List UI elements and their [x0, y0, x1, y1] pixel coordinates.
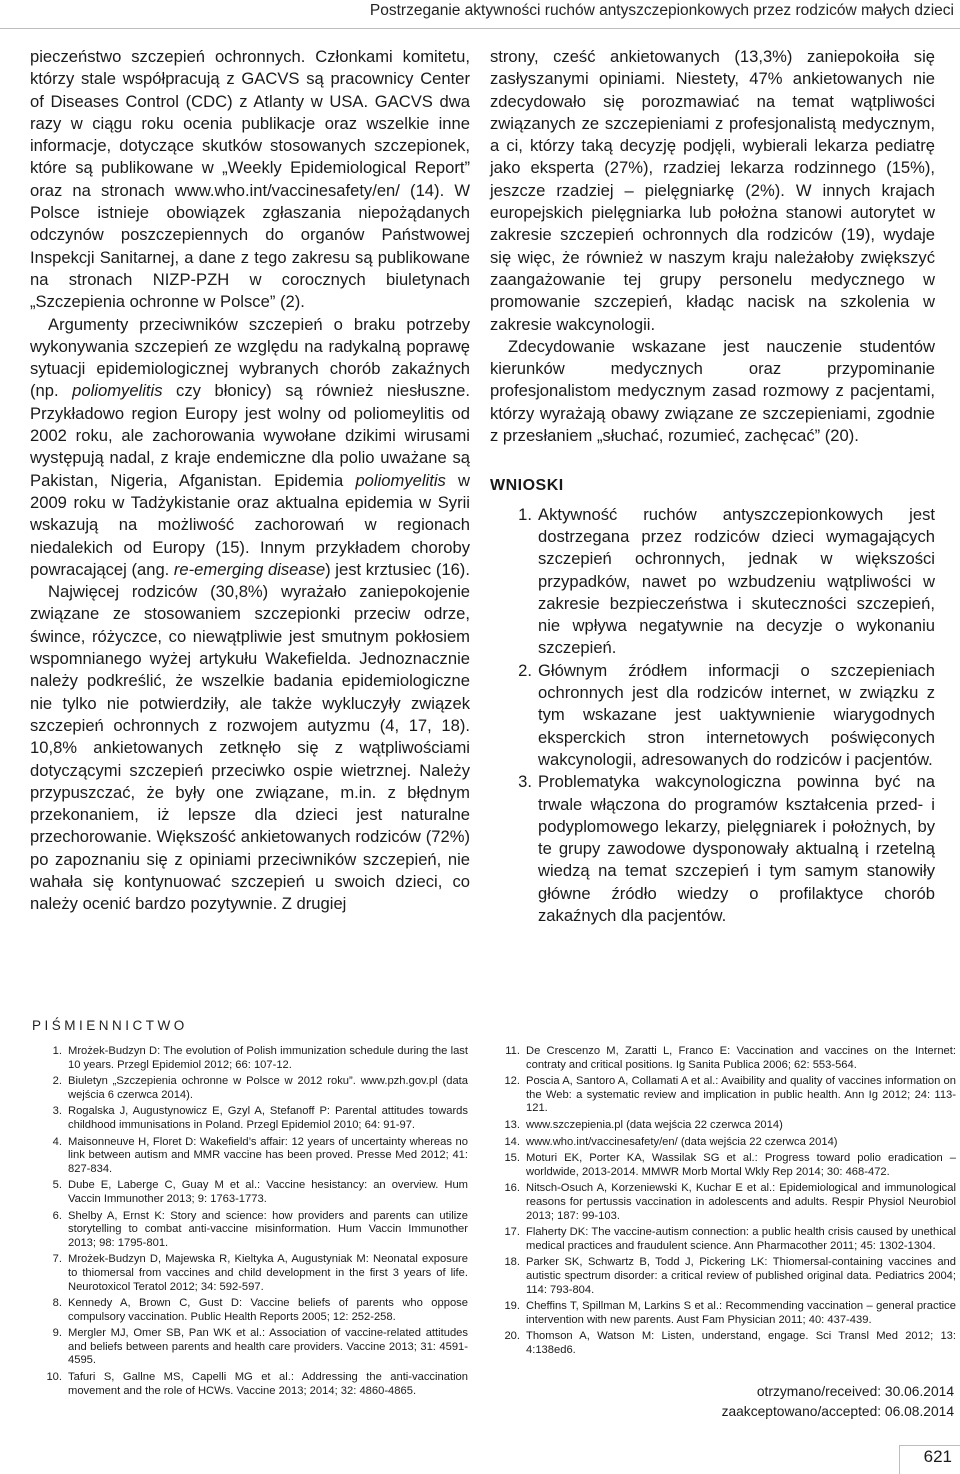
reference-item: 5. Dube E, Laberge C, Guay M et al.: Vaccine hesistancy: an overview. Hum Vaccin Immunother 2013; 9: 1763-1773. [52, 1179, 468, 1205]
reference-item: 3. Rogalska J, Augustynowicz E, Gzyl A, Stefanoff P: Parental attitudes towards childhood immunisations in Poland. Przegl Epidemiol 2010; 64: 91-97. [52, 1105, 468, 1131]
running-title: Postrzeganie aktywności ruchów antyszczepionkowych przez rodziców małych dzieci [369, 2, 954, 19]
accepted-date: zaakceptowano/accepted: 06.08.2014 [721, 1404, 954, 1419]
reference-item: 11. De Crescenzo M, Zaratti L, Franco E: Vaccination and vaccines on the Internet: contraty and critical positions. Ig Sanita Publica 2006; 62: 553-564. [505, 1045, 956, 1071]
reference-item: 16. Nitsch-Osuch A, Korzeniewski K, Kuchar E et al.: Epidemiological and immunological reasons for pertussis vaccination in adolescents and adults. Respir Physiol Neurobiol 2013; 187: 99-103. [504, 1182, 956, 1222]
reference-item: 15. Moturi EK, Porter KA, Wassilak SG et al.: Progress toward polio eradication – worldwide, 2013-2014. MMWR Morb Mortal Wkly Rep 2014; 30: 468-472. [504, 1152, 956, 1178]
reference-item: 18. Parker SK, Schwartz B, Todd J, Pickering LK: Thiomersal-containing vaccines and autistic spectrum disorder: a critical review of published original data. Pediatrics 2004; 114: 793-804. [504, 1256, 956, 1296]
right-column [490, 46, 935, 927]
reference-item: 19. Cheffins T, Spillman M, Larkins S et al.: Recommending vaccination – general practice intervention with new parents. Aust Fam Physician 2011; 40: 437-439. [504, 1300, 956, 1326]
references-left [32, 1045, 468, 1401]
reference-item: 20. Thomson A, Watson M: Listen, understand, engage. Sci Transl Med 2012; 13: 4:138ed6. [504, 1330, 956, 1356]
reference-item: 1. Mrożek-Budzyn D: The evolution of Polish immunization schedule during the last 10 years. Przegl Epidemiol 2012; 66: 107-12. [52, 1045, 468, 1071]
page-number: 621 [923, 1447, 952, 1466]
reference-item: 8. Kennedy A, Brown C, Gust D: Vaccine beliefs of parents who oppose compulsory vaccination. Public Health Reports 2005; 12: 252-258. [52, 1297, 468, 1323]
reference-item: 4. Maisonneuve H, Floret D: Wakefield’s affair: 12 years of uncertainty whereas no link between autism and MMR vaccine has been proved. Presse Med 2012; 41: 827-834. [52, 1135, 468, 1175]
reference-item: 17. Flaherty DK: The vaccine-autism connection: a public health crisis caused by unethical medical practices and fraudulent science. Ann Pharmacother 2011; 45: 1302-1304. [504, 1226, 956, 1252]
body-paragraph: strony, cześć ankietowanych (13,3%) zaniepokoiła się zasłyszanymi opiniami. Niestety, 47% ankietowanych nie zdecydowało się porozmawiać na temat wątpliwości związanych ze szczepieniami z profesjonalistą medycznym, a ci, którzy taką decyzję podjęli, wybierali lekarza pediatrę jako eksperta (27%), rzadziej lekarza rodzinnego (15%), jeszcze rzadziej – pielęgniarkę (2%). W innych krajach europejskich pielęgniarka lub położna stanowi autorytet w zakresie szczepień ochronnych dla rodziców (19), wydaje się więc, że również w naszym kraju należałoby zwiększyć zaangażowanie tej grupy personelu medycznego w promowanie szczepień, kładąc nacisk na szkolenia w zakresie wakcynologii. [490, 47, 935, 334]
reference-item: 13. www.szczepienia.pl (data wejścia 22 czerwca 2014) [504, 1118, 783, 1131]
reference-item: 9. Mergler MJ, Omer SB, Pan WK et al.: Association of vaccine-related attitudes and beliefs between parents and health care providers. Vaccine 2013; 31: 4591-4595. [52, 1327, 468, 1367]
left-column [30, 46, 470, 916]
reference-item: 7. Mrożek-Budzyn D, Majewska R, Kieltyka A, Augustyniak M: Neonatal exposure to thiomersal from vaccines and child development in the first 3 years of life. Neurotoxicol Teratol 2012; 34: 592-597. [52, 1253, 468, 1293]
body-paragraph: Argumenty przeciwników szczepień o braku potrzeby wykonywania szczepień ze względu na radykalną poprawę sytuacji epidemiologicznej wybranych chorób zakaźnych (np. poliomyelitis czy błonicy) są również niesłuszne. Przykładowo region Europy jest wolny od poliomeylitis od 2002 roku, ale zachorowania wywołane dzikimi wirusami występują nadal, z kraje endemiczne dla polio uważane są Pakistan, Nigeria, Afganistan. Epidemia poliomyelitis w 2009 roku w Tadżykistanie oraz aktualna epidemia w Syrii wskazują na możliwość zachorowań w regionach niedalekich od Europy (15). Innym przykładem choroby powracającej (ang. re-emerging disease) jest krztusiec (16). [30, 314, 470, 579]
submission-dates [722, 1382, 954, 1422]
reference-item: 14. www.who.int/vaccinesafety/en/ (data wejścia 22 czerwca 2014) [504, 1135, 838, 1148]
body-paragraph: Zdecydowanie wskazane jest nauczenie studentów kierunków medycznych oraz przypominanie profesjonalistom medycznym zasad rozmowy z pacjentami, którzy wyrażają obawy związane ze szczepieniami, zgodnie z przesłaniem „słuchać, rozumieć, zachęcać” (20). [490, 336, 935, 446]
conclusion-item: 2. Głównym źródłem informacji o szczepieniach ochronnych jest dla rodziców internet, w związku z tym wskazane jest uaktywnienie wiarygodnych eksperckich stron internetowych poświęconych wakcynologii, adresowanych do rodziców i pacjentów. [518, 660, 935, 769]
conclusion-item: 1. Aktywność ruchów antyszczepionkowych jest dostrzegana przez rodziców dzieci wymagających szczepień ochronnych, jednak w większości przypadków, nawet po wzbudzeniu wątpliwości w zakresie bezpieczeństwa i skuteczności szczepień, nie wpływa negatywnie na decyzje o wykonaniu szczepień. [518, 504, 935, 658]
reference-item: 12. Poscia A, Santoro A, Collamati A et al.: Avaibility and quality of vaccines information on the Web: a systematic review and implication in public health. Ann Ig 2012; 24: 113-121. [504, 1075, 956, 1115]
received-date: otrzymano/received: 30.06.2014 [756, 1384, 954, 1399]
page-header [0, 0, 960, 29]
references-heading: PIŚMIENNICTWO [32, 1018, 188, 1033]
reference-item: 6. Shelby A, Ernst K: Story and science: how providers and parents can utilize storytelling to combat anti-vaccine misinformation. Hum Vaccin Immunother 2013; 98: 1795-801. [52, 1209, 468, 1249]
reference-item: 10. Tafuri S, Gallne MS, Capelli MG et al.: Addressing the anti-vaccination movement and the role of HCWs. Vaccine 2013; 2014; 32: 4860-4865. [46, 1371, 468, 1397]
body-paragraph: pieczeństwo szczepień ochronnych. Członkami komitetu, którzy stale współpracują z GACVS są pracownicy Center of Diseases Control (CDC) z Atlanty w USA. GACVS dwa razy w ciągu roku ocenia publikacje oraz wszelkie inne informacje, dotyczące skutków stosowanych szczepionek, które są publikowane w „Weekly Epidemiological Report” oraz na stronach www.who.int/vaccinesafety/en/ (14). W Polsce istnieje obowiązek zgłaszania niepożądanych odczynów poszczepiennych do organów Państwowej Inspekcji Sanitarnej, a dane z tego zakresu są publikowane na stronach NIZP-PZH w corocznych biuletynach „Szczepienia ochronne w Polsce” (2). [30, 47, 470, 312]
body-paragraph: Najwięcej rodziców (30,8%) wyrażało zaniepokojenie związane ze stosowaniem szczepionki przeciw odrze, śwince, różyczce, co niewątpliwie jest smutnym pokłosiem wspomnianego wyżej artykułu Wakefielda. Jednoznacznie należy podkreślić, że wszelkie badania epidemiologiczne nie tylko nie potwierdziły, ale także wykluczyły związek szczepień ochronnych z rozwojem autyzmu (4, 17, 18). 10,8% ankietowanych zetknęło się z wątpliwościami dotyczącymi szczepień przeciwko ospie wietrznej. Należy przypuszczać, że były one związane, m.in. z błędnym przekonaniem, iż lepsze dla dzieci jest naturalne przechorowanie. Większość ankietowanych rodziców (72%) po zapoznaniu się z opiniami przeciwników szczepień, nie wahała się kontynuować szczepień u swoich dzieci, co należy ocenić bardzo pozytywnie. Z drugiej [30, 582, 470, 914]
reference-item: 2. Biuletyn „Szczepienia ochronne w Polsce w 2012 roku”. www.pzh.gov.pl (data wejścia 6 czerwca 2014). [52, 1075, 468, 1101]
references-right [490, 1045, 956, 1360]
conclusion-item: 3. Problematyka wakcynologiczna powinna być na trwale włączona do programów kształcenia przed- i podyplomowego lekarzy, pielęgniarek i położnych, by te grupy zawodowe dysponowały aktualną i rzetelną wiedzą na temat szczepień i tym samym stanowiły główne źródło wiedzy o profilaktyce chorób zakaźnych dla pacjentów. [518, 772, 935, 925]
conclusions-heading: WNIOSKI [490, 477, 564, 495]
conclusions-list [490, 504, 935, 928]
